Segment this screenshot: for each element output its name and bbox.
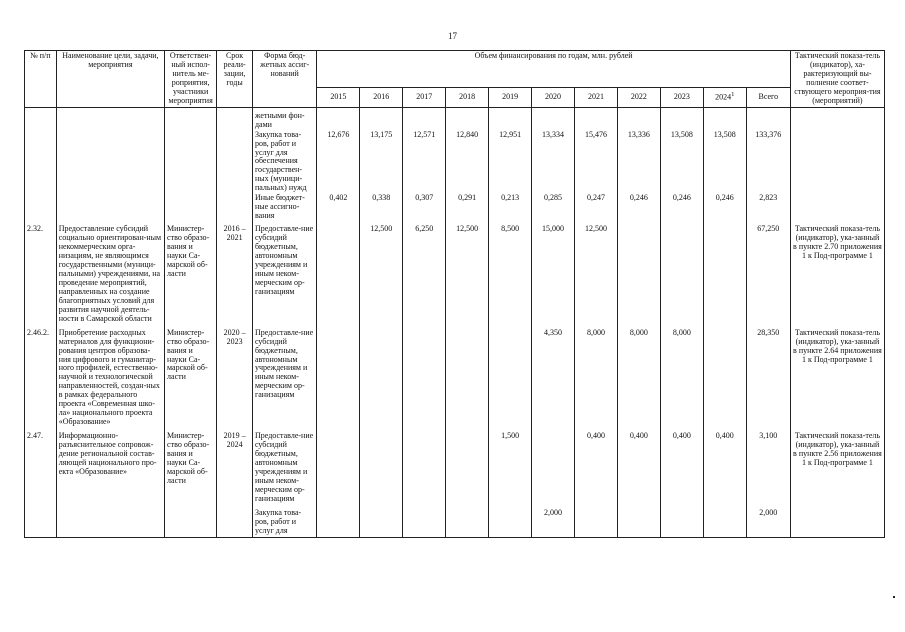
row-indicator — [790, 131, 884, 195]
row-year-value: 15,476 — [575, 131, 618, 195]
row-total — [746, 107, 790, 130]
row-form: Закупка това-ров, работ и услуг для — [252, 505, 316, 537]
row-year-value: 12,676 — [317, 131, 360, 195]
row-number: 2.47. — [25, 428, 57, 505]
row-year-value: 0,247 — [575, 194, 618, 222]
row-indicator: Тактический показа-тель (индикатор), ука-занный в пункте 2.56 приложения 1 к Под-программе 1 — [790, 428, 884, 505]
row-total: 133,376 — [746, 131, 790, 195]
row-year-value: 0,291 — [446, 194, 489, 222]
table-row — [25, 194, 885, 222]
row-form: Предоставле-ние субсидий бюджетным, автономным учреждениям и иным неком-мерческим ор-ганизациям — [252, 428, 316, 505]
row-year-value: 13,336 — [617, 131, 660, 195]
row-year-value: 0,246 — [617, 194, 660, 222]
row-year-value — [617, 222, 660, 324]
row-number — [25, 505, 57, 537]
scan-mark — [893, 596, 895, 598]
row-number: 2.46.2. — [25, 325, 57, 428]
year-header: 2022 — [617, 87, 660, 107]
table-row — [25, 505, 885, 537]
row-year-value: 6,250 — [403, 222, 446, 324]
table-row — [25, 428, 885, 505]
row-period — [217, 107, 253, 130]
row-year-value: 0,246 — [660, 194, 703, 222]
row-year-value: 0,402 — [317, 194, 360, 222]
row-name: Предоставление субсидий социально ориентирован-ным некоммерческим орга-низациям, не являющимся государственными (муници-пальными) учреждениями, на проведение мероприятий, направленных на создание благоприятных условий для развития научной деятель-ности в Самарской области — [56, 222, 164, 324]
header-period: Срок реали-зации, годы — [217, 51, 253, 108]
row-year-value — [703, 107, 746, 130]
year-header: 2015 — [317, 87, 360, 107]
row-year-value — [489, 325, 532, 428]
header-executor: Ответствен-ный испол-нитель ме-роприятия, участники мероприятия — [165, 51, 217, 108]
row-year-value: 2,000 — [532, 505, 575, 537]
row-year-value — [403, 428, 446, 505]
row-form: жетными фон-дами — [252, 107, 316, 130]
year-header: 2018 — [446, 87, 489, 107]
row-year-value — [446, 107, 489, 130]
row-year-value: 12,840 — [446, 131, 489, 195]
year-header: 2019 — [489, 87, 532, 107]
row-year-value — [403, 505, 446, 537]
row-name: Приобретение расходных материалов для функциони-рования центров образова-ния цифрового и гуманитар-ного профилей, естественно-научной и технологической направленностей, создан-ных в рамках федерального проекта «Современная шко-ла» национального проекта «Образование» — [56, 325, 164, 428]
year-header: 2017 — [403, 87, 446, 107]
year-header: 2016 — [360, 87, 403, 107]
row-year-value — [489, 107, 532, 130]
row-year-value: 13,508 — [660, 131, 703, 195]
row-year-value: 8,500 — [489, 222, 532, 324]
row-year-value: 0,246 — [703, 194, 746, 222]
row-year-value — [703, 222, 746, 324]
table-row — [25, 131, 885, 195]
row-year-value — [317, 107, 360, 130]
year-header: 2021 — [575, 87, 618, 107]
row-year-value — [360, 505, 403, 537]
row-year-value — [489, 505, 532, 537]
header-indicator: Тактический показа-тель (индикатор), ха-рактеризующий вы-полнение соответ-ствующего мероприя-тия (мероприятий) — [790, 51, 884, 108]
row-year-value: 12,500 — [446, 222, 489, 324]
row-name — [56, 194, 164, 222]
row-year-value — [532, 107, 575, 130]
table-row — [25, 107, 885, 130]
row-indicator — [790, 107, 884, 130]
row-year-value: 0,213 — [489, 194, 532, 222]
row-form: Предоставле-ние субсидий бюджетным, автономным учреждениям и иным неком-мерческим ор-ганизациям — [252, 325, 316, 428]
row-executor: Министер-ство образо-вания и науки Са-марской об-ласти — [165, 222, 217, 324]
row-executor: Министер-ство образо-вания и науки Са-марской об-ласти — [165, 325, 217, 428]
row-form: Закупка това-ров, работ и услуг для обеспечения государствен-ных (муници-пальных) нужд — [252, 131, 316, 195]
row-year-value: 1,500 — [489, 428, 532, 505]
row-year-value: 12,951 — [489, 131, 532, 195]
year-header: 2020 — [532, 87, 575, 107]
row-indicator: Тактический показа-тель (индикатор), ука-занный в пункте 2.64 приложения 1 к Под-программе 1 — [790, 325, 884, 428]
row-year-value — [575, 505, 618, 537]
row-executor — [165, 194, 217, 222]
row-year-value — [446, 505, 489, 537]
row-year-value: 0,400 — [617, 428, 660, 505]
header-num: № п/п — [25, 51, 57, 108]
row-period — [217, 505, 253, 537]
row-number — [25, 107, 57, 130]
row-total: 3,100 — [746, 428, 790, 505]
row-year-value — [360, 428, 403, 505]
row-indicator: Тактический показа-тель (индикатор), ука-занный в пункте 2.70 приложения 1 к Под-программе 1 — [790, 222, 884, 324]
row-total: 67,250 — [746, 222, 790, 324]
row-year-value — [360, 325, 403, 428]
row-total: 28,350 — [746, 325, 790, 428]
row-year-value: 0,285 — [532, 194, 575, 222]
row-number — [25, 131, 57, 195]
year-2024-label: 2024 — [715, 93, 732, 103]
row-year-value: 8,000 — [575, 325, 618, 428]
row-name: Информационно-разъяснительное сопровож-дение региональной состав-ляющей национального про-екта «Образование» — [56, 428, 164, 505]
row-number — [25, 194, 57, 222]
row-year-value: 8,000 — [660, 325, 703, 428]
row-year-value — [403, 325, 446, 428]
row-name — [56, 505, 164, 537]
table-row — [25, 222, 885, 324]
row-period: 2019 – 2024 — [217, 428, 253, 505]
row-number: 2.32. — [25, 222, 57, 324]
row-year-value: 13,175 — [360, 131, 403, 195]
row-name — [56, 107, 164, 130]
row-year-value: 0,338 — [360, 194, 403, 222]
row-executor — [165, 131, 217, 195]
row-year-value — [703, 505, 746, 537]
row-year-value — [617, 505, 660, 537]
header-form: Форма бюд-жетных ассиг-нований — [252, 51, 316, 108]
row-form: Иные бюджет-ные ассигно-вания — [252, 194, 316, 222]
row-year-value — [317, 325, 360, 428]
footnote-mark: 1 — [731, 91, 735, 99]
row-indicator — [790, 505, 884, 537]
row-year-value: 4,350 — [532, 325, 575, 428]
row-year-value — [660, 222, 703, 324]
year-header — [703, 87, 746, 107]
row-form: Предоставле-ние субсидий бюджетным, автономным учреждениям и иным неком-мерческим ор-ганизациям — [252, 222, 316, 324]
header-financing: Объем финансирования по годам, млн. рублей — [317, 51, 790, 88]
page-number: 17 — [448, 31, 457, 41]
row-year-value: 12,500 — [360, 222, 403, 324]
row-year-value — [446, 428, 489, 505]
row-executor — [165, 505, 217, 537]
row-year-value — [532, 428, 575, 505]
financing-table — [24, 50, 885, 538]
row-executor: Министер-ство образо-вания и науки Са-марской об-ласти — [165, 428, 217, 505]
row-year-value — [660, 107, 703, 130]
row-year-value — [403, 107, 446, 130]
row-period: 2016 – 2021 — [217, 222, 253, 324]
row-year-value — [660, 505, 703, 537]
row-year-value — [317, 428, 360, 505]
row-period — [217, 131, 253, 195]
row-year-value: 15,000 — [532, 222, 575, 324]
row-year-value: 13,334 — [532, 131, 575, 195]
row-year-value — [317, 505, 360, 537]
row-total: 2,000 — [746, 505, 790, 537]
row-year-value — [317, 222, 360, 324]
row-year-value: 0,400 — [660, 428, 703, 505]
row-total: 2,823 — [746, 194, 790, 222]
table-row — [25, 325, 885, 428]
row-year-value: 8,000 — [617, 325, 660, 428]
row-year-value: 12,571 — [403, 131, 446, 195]
row-period — [217, 194, 253, 222]
row-indicator — [790, 194, 884, 222]
row-year-value — [446, 325, 489, 428]
row-executor — [165, 107, 217, 130]
row-year-value — [617, 107, 660, 130]
row-year-value: 13,508 — [703, 131, 746, 195]
row-year-value: 12,500 — [575, 222, 618, 324]
row-year-value: 0,400 — [703, 428, 746, 505]
row-year-value: 0,307 — [403, 194, 446, 222]
row-period: 2020 – 2023 — [217, 325, 253, 428]
year-header: 2023 — [660, 87, 703, 107]
row-year-value: 0,400 — [575, 428, 618, 505]
header-name: Наименование цели, задачи, мероприятия — [56, 51, 164, 108]
row-year-value — [360, 107, 403, 130]
row-year-value — [575, 107, 618, 130]
row-name — [56, 131, 164, 195]
row-year-value — [703, 325, 746, 428]
total-header: Всего — [746, 87, 790, 107]
table-body — [25, 107, 885, 537]
